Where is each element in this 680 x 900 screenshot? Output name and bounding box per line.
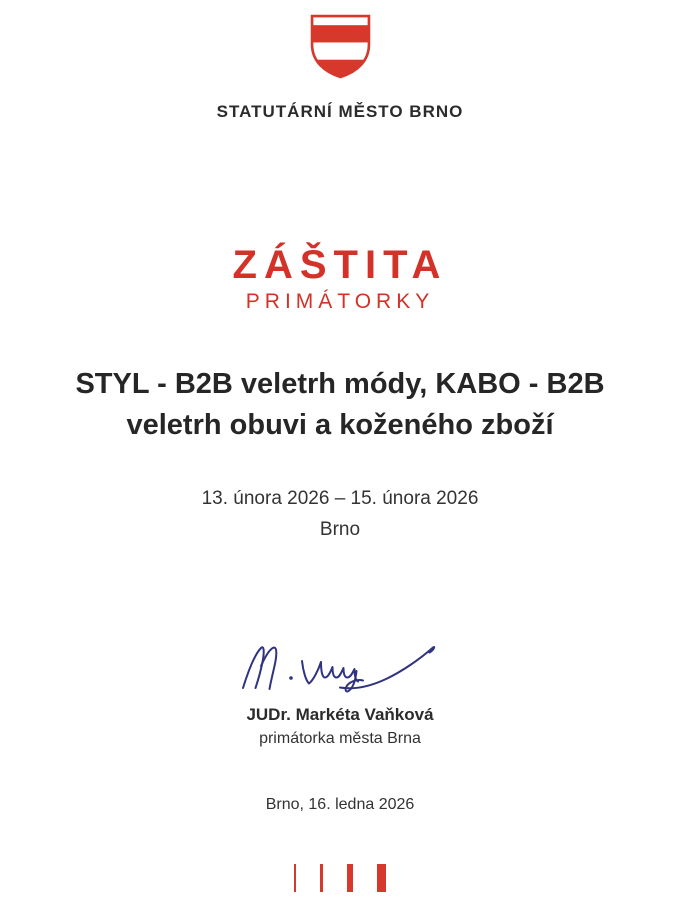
signatory-role: primátorka města Brna — [259, 730, 421, 747]
footer-bars — [0, 864, 680, 892]
footer-bar — [347, 864, 353, 892]
signatory-name: JUDr. Markéta Vaňková — [246, 705, 434, 724]
event-location: Brno — [319, 519, 361, 540]
org-name: STATUTÁRNÍ MĚSTO BRNO — [216, 102, 464, 121]
handwritten-signature-image — [240, 639, 440, 694]
event-title-line2: veletrh obuvi a koženého zboží — [126, 409, 554, 441]
event-title — [0, 364, 680, 446]
patronage-subtitle: PRIMÁTORKY — [245, 290, 435, 313]
event-title-line1: STYL - B2B veletrh módy, KABO - B2B — [75, 368, 605, 400]
coat-of-arms-container — [0, 0, 680, 79]
patronage-title: ZÁŠTITA — [232, 243, 448, 287]
footer-bar — [377, 864, 386, 892]
event-date-range: 13. února 2026 – 15. února 2026 — [201, 488, 479, 509]
signature-container — [0, 639, 680, 694]
footer-bar — [294, 864, 296, 892]
issued-place-date: Brno, 16. ledna 2026 — [265, 796, 415, 813]
footer-bar — [320, 864, 323, 892]
brno-coat-of-arms-icon — [310, 14, 371, 79]
